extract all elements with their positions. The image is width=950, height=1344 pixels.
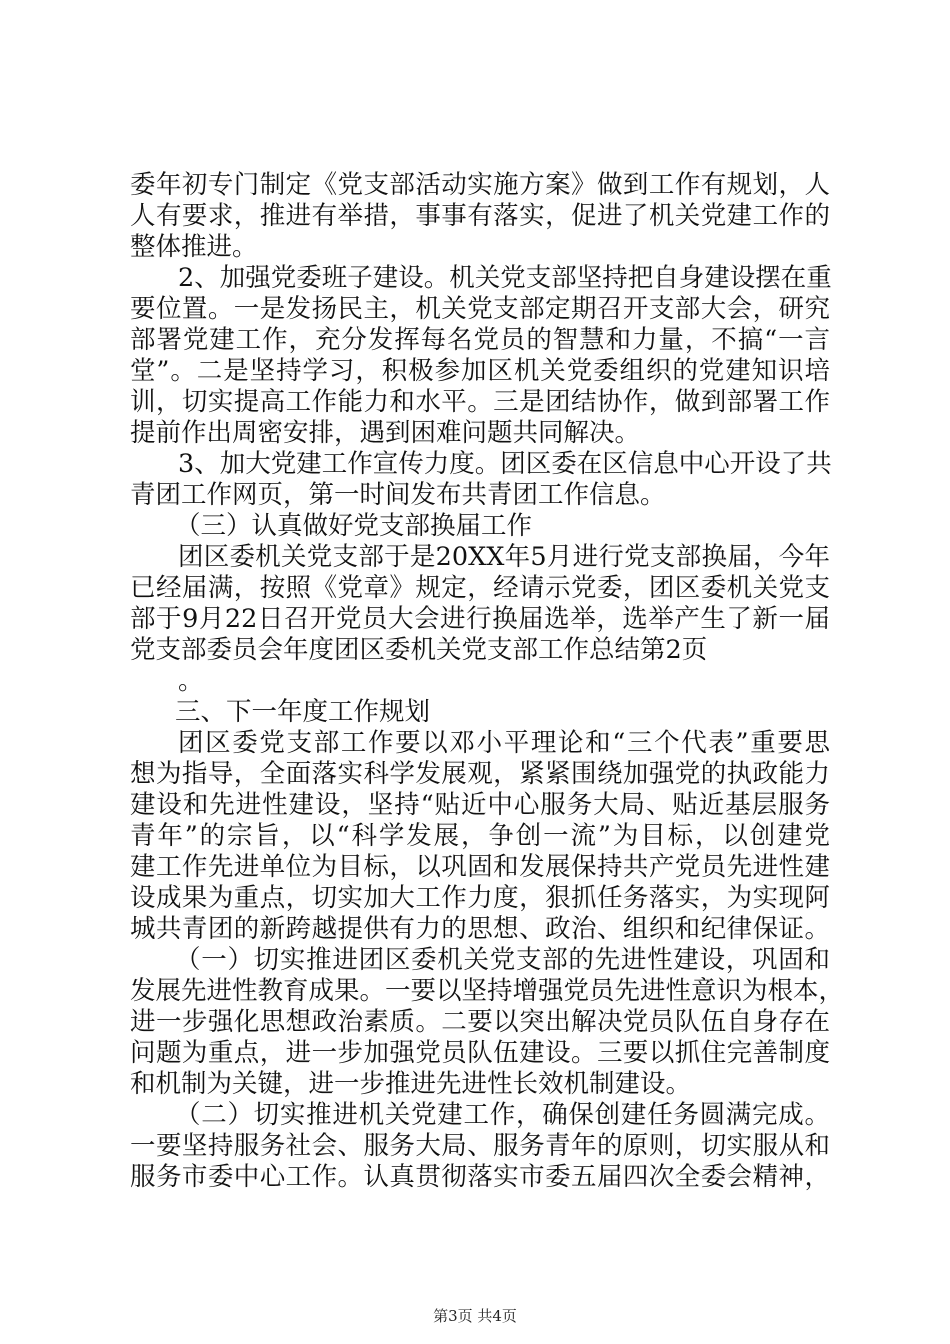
text-line: （一）切实推进团区委机关党支部的先进性建设，巩固和 <box>175 945 830 975</box>
text-line: 进一步强化思想政治素质。二要以突出解决党员队伍自身存在 <box>130 1007 830 1037</box>
text-line: 训，切实提高工作能力和水平。三是团结协作，做到部署工作 <box>130 387 830 417</box>
text-line: 服务市委中心工作。认真贯彻落实市委五届四次全委会精神， <box>130 1162 830 1192</box>
text-line: 党支部委员会年度团区委机关党支部工作总结第2页 <box>130 635 708 665</box>
text-line: 3、加大党建工作宣传力度。团区委在区信息中心开设了共 <box>178 449 832 479</box>
text-line: 已经届满，按照《党章》规定，经请示党委，团区委机关党支 <box>130 573 830 603</box>
document-body <box>130 170 845 1193</box>
text-line: 想为指导，全面落实科学发展观，紧紧围绕加强党的执政能力 <box>130 759 830 789</box>
text-line: （二）切实推进机关党建工作，确保创建任务圆满完成。 <box>175 1100 830 1130</box>
text-line: 发展先进性教育成果。一要以坚持增强党员先进性意识为根本， <box>130 976 845 1006</box>
text-line: 团区委机关党支部于是20XX年5月进行党支部换届，今年 <box>178 542 830 572</box>
text-line: 问题为重点，进一步加强党员队伍建设。三要以抓住完善制度 <box>130 1038 830 1068</box>
text-line: 建工作先进单位为目标，以巩固和发展保持共产党员先进性建 <box>130 852 830 882</box>
text-line: 设成果为重点，切实加大工作力度，狠抓任务落实，为实现阿 <box>130 883 830 913</box>
text-line: 一要坚持服务社会、服务大局、服务青年的原则，切实服从和 <box>130 1131 830 1161</box>
text-line: 和机制为关键，进一步推进先进性长效机制建设。 <box>130 1069 692 1099</box>
text-line: 青年”的宗旨，以“科学发展，争创一流”为目标，以创建党 <box>130 821 830 851</box>
text-line: 三、下一年度工作规划 <box>175 697 431 727</box>
text-line: 。 <box>178 666 204 696</box>
text-line: 部署党建工作，充分发挥每名党员的智慧和力量，不搞“一言 <box>130 325 830 355</box>
text-line: 提前作出周密安排，遇到困难问题共同解决。 <box>130 418 641 448</box>
text-line: （三）认真做好党支部换届工作 <box>175 511 533 541</box>
text-line: 要位置。一是发扬民主，机关党支部定期召开支部大会，研究 <box>130 294 830 324</box>
text-line: 城共青团的新跨越提供有力的思想、政治、组织和纪律保证。 <box>130 914 830 944</box>
text-line: 堂”。二是坚持学习，积极参加区机关党委组织的党建知识培 <box>130 356 830 386</box>
text-line: 建设和先进性建设，坚持“贴近中心服务大局、贴近基层服务 <box>130 790 830 820</box>
page-footer: 第3页 共4页 <box>433 1307 517 1325</box>
text-line: 部于9月22日召开党员大会进行换届选举，选举产生了新一届 <box>130 604 830 634</box>
text-line: 2、加强党委班子建设。机关党支部坚持把自身建设摆在重 <box>178 263 832 293</box>
text-line: 整体推进。 <box>130 232 258 262</box>
text-line: 团区委党支部工作要以邓小平理论和“三个代表”重要思 <box>178 728 830 758</box>
text-line: 委年初专门制定《党支部活动实施方案》做到工作有规划，人 <box>130 170 830 200</box>
text-line: 人有要求，推进有举措，事事有落实，促进了机关党建工作的 <box>130 201 830 231</box>
text-line: 青团工作网页，第一时间发布共青团工作信息。 <box>130 480 666 510</box>
